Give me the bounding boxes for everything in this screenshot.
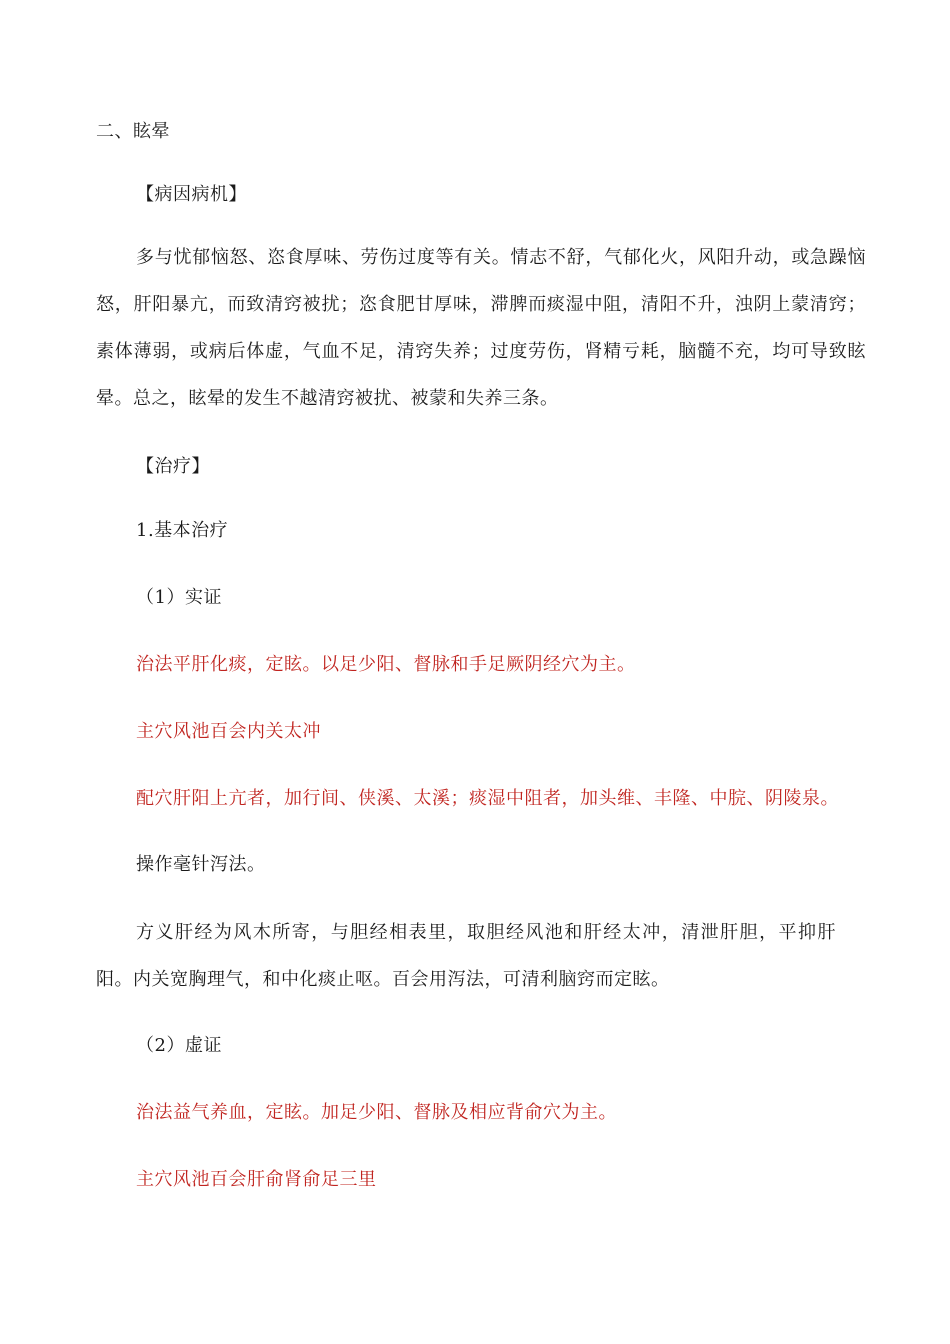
excess-syndrome-label: （1）实证	[136, 587, 222, 608]
excess-explanation: 方义肝经为风木所寄，与胆经相表里，取胆经风池和肝经太冲，清泄肝胆，平抑肝阳。内关宽胸理气，和中化痰止呕。百会用泻法，可清利脑窍而定眩。	[96, 922, 836, 990]
section-title: 二、眩晕	[96, 121, 170, 142]
excess-treatment-method: 治法平肝化痰，定眩。以足少阳、督脉和手足厥阴经穴为主。	[136, 654, 636, 675]
excess-operation: 操作毫针泻法。	[136, 854, 266, 875]
deficiency-treatment-method: 治法益气养血，定眩。加足少阳、督脉及相应背俞穴为主。	[136, 1102, 617, 1123]
excess-main-points: 主穴风池百会内关太冲	[136, 721, 321, 742]
etiology-paragraph: 多与忧郁恼怒、恣食厚味、劳伤过度等有关。情志不舒，气郁化火，风阳升动，或急躁恼怒，肝阳暴亢，而致清窍被扰；恣食肥甘厚味，滞脾而痰湿中阻，清阳不升，浊阴上蒙清窍；素体薄弱，或病后体虚，气血不足，清窍失养；过度劳伤，肾精亏耗，脑髓不充，均可导致眩晕。总之，眩晕的发生不越清窍被扰、被蒙和失养三条。	[96, 247, 866, 409]
deficiency-main-points: 主穴风池百会肝俞肾俞足三里	[136, 1169, 377, 1190]
deficiency-syndrome-label: （2）虚证	[136, 1035, 222, 1056]
etiology-heading: 【病因病机】	[136, 184, 247, 205]
excess-matching-points: 配穴肝阳上亢者，加行间、侠溪、太溪；痰湿中阻者，加头维、丰隆、中脘、阴陵泉。	[136, 788, 839, 809]
basic-treatment-heading: 1.基本治疗	[136, 520, 229, 541]
treatment-heading: 【治疗】	[136, 456, 210, 477]
